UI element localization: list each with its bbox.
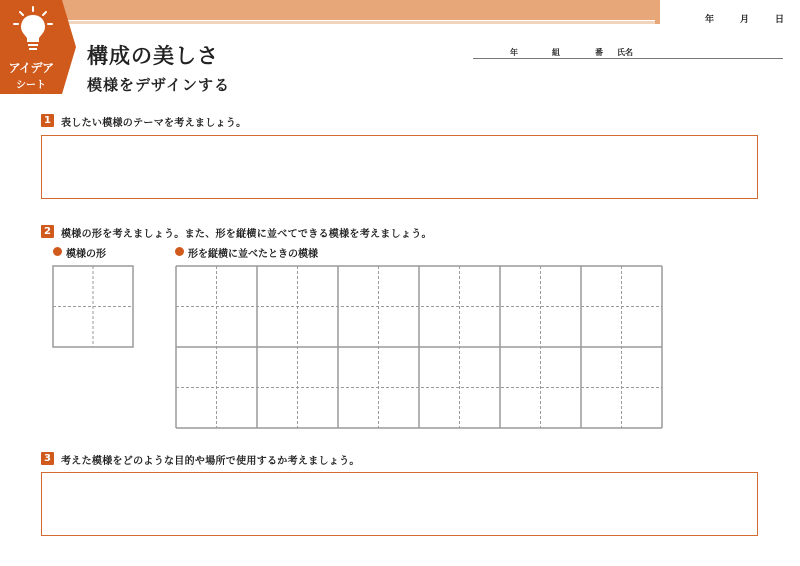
name-number-label: 番 [595, 48, 603, 57]
bullet-dot [53, 247, 62, 256]
date-area [660, 0, 800, 34]
question-3-number: 3 [41, 452, 54, 465]
header-band [58, 0, 670, 20]
question-3-text: 考えた模様をどのような目的や場所で使用するか考えましょう。 [61, 456, 360, 467]
question-2-number: 2 [41, 225, 54, 238]
pattern-grid[interactable] [175, 265, 663, 430]
badge-label-sheet: シート [16, 80, 46, 91]
date-year-label: 年 [705, 15, 715, 25]
name-year-label: 年 [510, 48, 518, 57]
header-band-underline [58, 21, 670, 24]
question-1-text: 表したい模様のテーマを考えましょう。 [61, 118, 247, 129]
name-class-label: 組 [552, 48, 560, 57]
question-1-number: 1 [41, 114, 54, 127]
pattern-label: 形を縦横に並べたときの模様 [188, 249, 318, 260]
question-3-answer-box[interactable] [41, 472, 758, 536]
badge-label-idea: アイデア [8, 61, 54, 75]
date-day-label: 日 [775, 15, 785, 25]
page-subtitle: 模様をデザインする [87, 76, 230, 94]
name-label: 氏名 [617, 48, 633, 57]
shape-grid[interactable] [52, 265, 134, 348]
shape-label: 模様の形 [66, 249, 106, 260]
page-title: 構成の美しさ [87, 44, 219, 68]
question-1-answer-box[interactable] [41, 135, 758, 199]
bullet-dot [175, 247, 184, 256]
question-2-text: 模様の形を考えましょう。また、形を縦横に並べてできる模様を考えましょう。 [61, 229, 432, 240]
name-line [473, 58, 783, 59]
date-month-label: 月 [740, 15, 750, 25]
